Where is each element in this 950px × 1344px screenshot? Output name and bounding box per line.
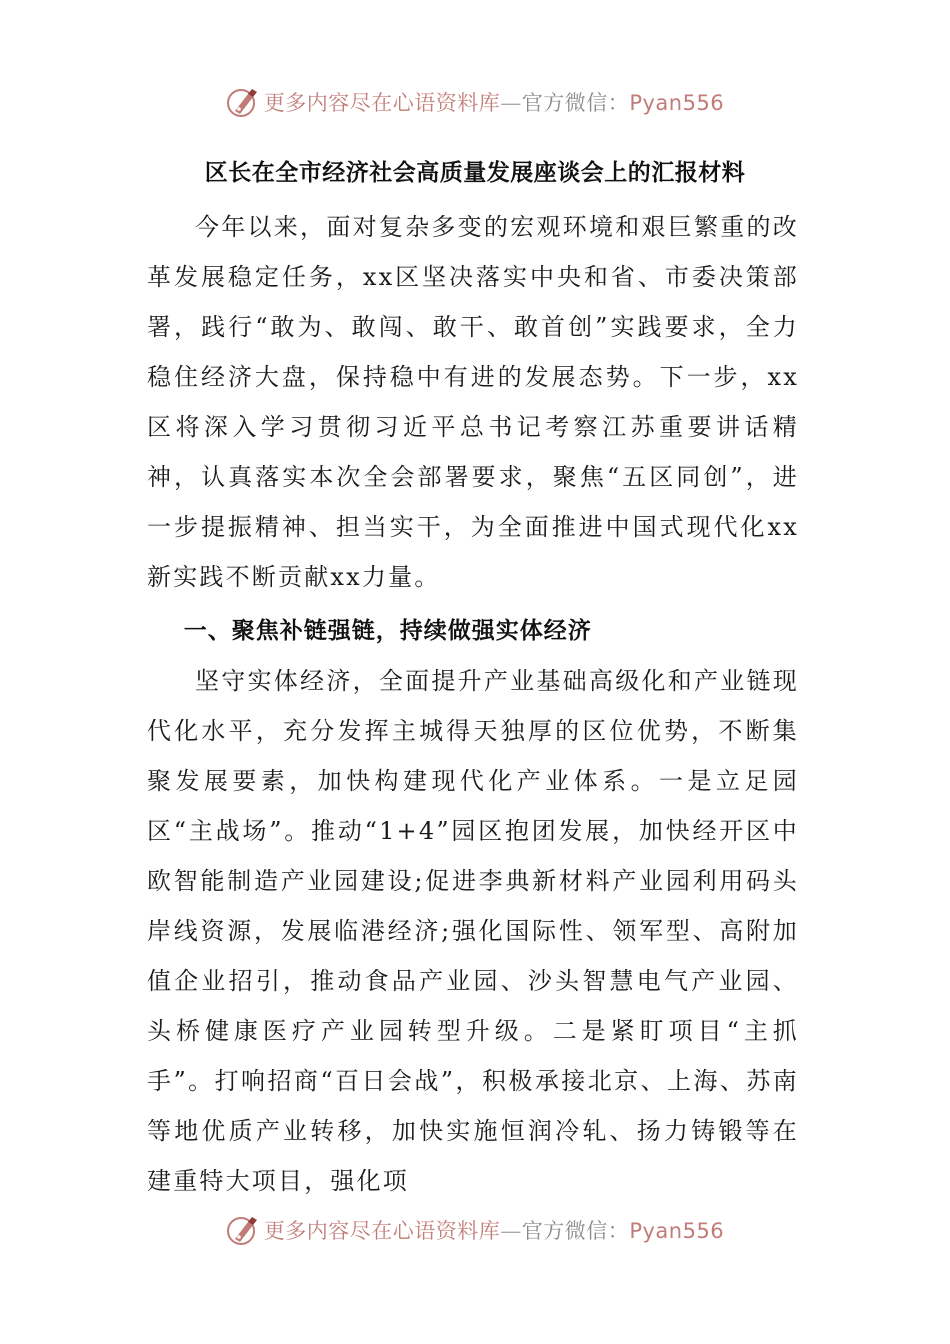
footer-watermark-banner xyxy=(0,1208,950,1252)
site-name: 更多内容尽在心语资料库 xyxy=(263,91,501,115)
section-1-paragraph: 坚守实体经济，全面提升产业基础高级化和产业链现代化水平，充分发挥主城得天独厚的区位优势，不断集聚发展要素，加快构建现代化产业体系。一是立足园区“主战场”。推动“1+4”园区抱团发展，加快经开区中欧智能制造产业园建设;促进李典新材料产业园利用码头岸线资源，发展临港经济;强化国际性、领军型、高附加值企业招引，推动食品产业园、沙头智慧电气产业园、头桥健康医疗产业园转型升级。二是紧盯项目“主抓手”。打响招商“百日会战”，积极承接北京、上海、苏南等地优质产业转移，加快实施恒润冷轧、扬力铸锻等在建重特大项目，强化项 xyxy=(147,667,799,1195)
site-name: 更多内容尽在心语资料库 xyxy=(263,1219,501,1243)
pen-nib-circle-icon xyxy=(226,1213,260,1247)
official-label: 官方微信： xyxy=(521,1219,630,1243)
official-label: 官方微信： xyxy=(521,91,630,115)
watermark-text xyxy=(264,87,724,117)
wechat-id: Pyan556 xyxy=(629,1219,725,1243)
header-watermark-banner xyxy=(0,80,950,124)
pen-nib-circle-icon xyxy=(226,85,260,119)
section-1-heading: 一、聚焦补链强链，持续做强实体经济 xyxy=(183,618,592,644)
intro-paragraph: 今年以来，面对复杂多变的宏观环境和艰巨繁重的改革发展稳定任务，xx区坚决落实中央和省、市委决策部署，践行“敢为、敢闯、敢干、敢首创”实践要求，全力稳住经济大盘，保持稳中有进的发展态势。下一步，xx区将深入学习贯彻习近平总书记考察江苏重要讲话精神，认真落实本次全会部署要求，聚焦“五区同创”，进一步提振精神、担当实干，为全面推进中国式现代化xx新实践不断贡献xx力量。 xyxy=(147,213,799,591)
dash-separator: — xyxy=(500,1219,522,1243)
document-body xyxy=(147,202,799,1206)
watermark-text xyxy=(264,1215,724,1245)
dash-separator: — xyxy=(500,91,522,115)
wechat-id: Pyan556 xyxy=(629,91,725,115)
document-title: 区长在全市经济社会高质量发展座谈会上的汇报材料 xyxy=(204,160,746,186)
